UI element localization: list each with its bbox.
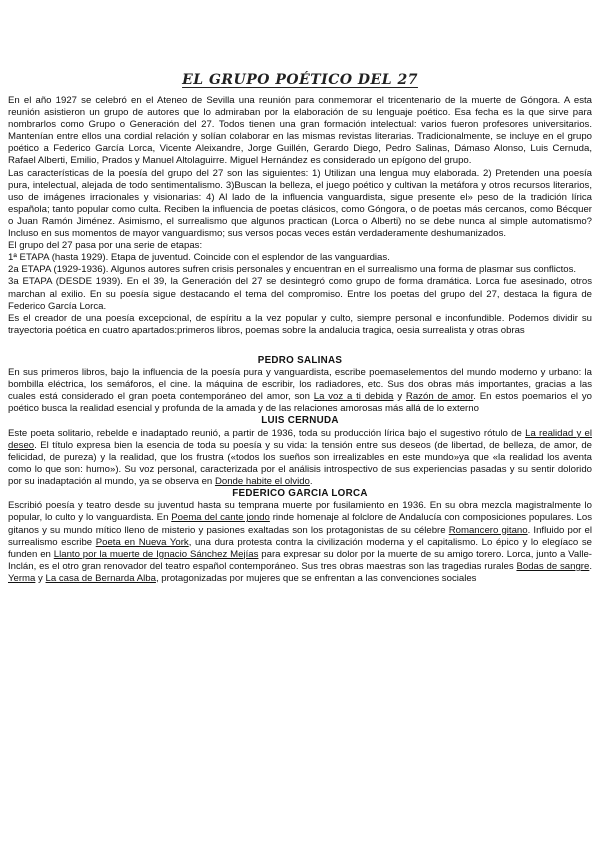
work-title: Llanto por la muerte de Ignacio Sánchez Mejías	[53, 548, 259, 560]
stage-1: 1ª ETAPA (hasta 1929). Etapa de juventud. Coincide con el esplendor de las vanguardias.	[8, 252, 390, 264]
page-title: EL GRUPO POÉTICO DEL 27	[182, 72, 418, 88]
lorca-heading: FEDERICO GARCIA LORCA	[232, 488, 368, 500]
stage-2: 2a ETAPA (1929-1936). Algunos autores sufren crisis personales y encuentran en el surrealismo una forma de plasmar sus conflictos.	[8, 264, 577, 276]
work-title: La casa de Bernarda Alba	[45, 572, 156, 584]
cernuda-paragraph: Este poeta solitario, rebelde e inadaptado reunió, a partir de 1936, toda su producción lírica bajo el sugestivo rótulo de La realidad y el deseo. El título expresa bien la esencia de toda su poesía y su vida: la tensión entre sus deseos (de libertad, de belleza, de amor, de felicidad, de pureza) y la realidad, que los frustra («todos los sueños son irrealizables en este mundo»ya que «la realidad los aventa como lo que son: humo»). Su voz personal, caracterizada por el análisis introspectivo de sus experiencias pasadas y su sentir dolorido por su inadaptación al mundo, ya se observa en Donde habite el olvido.	[8, 427, 592, 488]
work-title: Donde habite el olvido	[214, 476, 310, 488]
stage-3: 3a ETAPA (DESDE 1939). En el 39, la Generación del 27 se desintegró como grupo de forma dramática. Lorca fue asesinado, otros marchan al exilio. En su poesía sigue destacando el tema del compromiso. Entre los poetas del grupo del 27, destaca la figura de Federico García Lorca.	[8, 276, 592, 312]
work-title: Poema del cante jondo	[171, 512, 270, 524]
work-title: Romancero gitano	[448, 524, 528, 536]
work-title: La realidad y el deseo	[8, 427, 592, 451]
stages-intro: El grupo del 27 pasa por una serie de etapas:	[8, 240, 203, 252]
work-title: Razón de amor	[405, 391, 474, 403]
work-title: Bodas de sangre	[516, 560, 590, 572]
salinas-heading: PEDRO SALINAS	[257, 354, 343, 366]
salinas-paragraph: En sus primeros libros, bajo la influencia de la poesía pura y vanguardista, escribe poemaselementos del mundo moderno y urbano: la bombilla eléctrica, los semáforos, el cine. la máquina de escribir, los radiadores, etc. Sus dos obras más importantes, gracias a las cuales está considerado el gran poeta contemporáneo del amor, son La voz a ti debida y Razón de amor. En estos poemarios el yo poético busca la realidad esencial y profunda de la amada y de las relaciones amorosas más allá de lo externo	[8, 367, 592, 415]
intro-paragraph-2: Las características de la poesía del grupo del 27 son las siguientes: 1) Utilizan una lengua muy elaborada. 2) Pretenden una poesía pura, intelectual, alejada de todo sentimentalismo. 3)Buscan la belleza, el juego poético y cultivan la metáfora y otros recursos literarios, uso de imágenes irracionales y visionarias: 4) Al lado de la influencia vanguardista, sigue presente el» peso de la tradición lírica española; tanto popular como culta. Reciben la influencia de poetas clásicos, como Góngora, o de poetas más cercanos, como Bécquer o Juan Ramón Jiménez. Asimismo, el surrealismo que algunos practican (Lorca o Alberti) no se debe nunca al simple automatismo? Incluso en sus momentos de mayor vanguardismo; sus versos pocas veces están verdaderamente deshumanizados.	[8, 167, 592, 240]
lorca-intro-paragraph: Es el creador de una poesía excepcional, de espíritu a la vez popular y culto, siempre personal e inconfundible. Podemos dividir su trayectoria poética en cuatro apartados:primeros libros, poemas sobre la andalucia tragica, oesia surrealista y otras obras	[8, 312, 592, 336]
lorca-paragraph: Escribió poesía y teatro desde su juventud hasta su temprana muerte por fusilamiento en 1936. En su obra mezcla magistralmente lo popular, lo culto y lo vanguardista. En Poema del cante jondo rinde homenaje al folclore de Andalucía con composiciones populares. Los gitanos y su mundo mítico lleno de misterio y pasiones exaltadas son los protagonistas de su célebre Romancero gitano. Influido por el surrealismo escribe Poeta en Nueva York, una dura protesta contra la civilización moderna y el capitalismo. Lo épico y lo elegíaco se funden en Llanto por la muerte de Ignacio Sánchez Mejías para expresar su dolor por la muerte de su amigo torero. Lorca, junto a Valle-Inclán, es el otro gran renovador del teatro español contemporáneo. Sus tres obras maestras son las tragedias rurales Bodas de sangre. Yerma y La casa de Bernarda Alba, protagonizadas por mujeres que se enfrentan a las convenciones sociales	[8, 500, 592, 584]
work-title: Yerma	[8, 572, 36, 584]
cernuda-heading: LUIS CERNUDA	[261, 415, 339, 427]
intro-paragraph-1: En el año 1927 se celebró en el Ateneo de Sevilla una reunión para conmemorar el tricentenario de la muerte de Góngora. A esta reunión asistieron un grupo de autores que lo admiraban por la elaboración de su lenguaje poético. Esa fecha es la que sirve para nombrarlos como Grupo o Generación del 27. Todos tienen una gran formación intelectual: varios fueron profesores universitarios. Mantenían entre ellos una cordial relación y solían colaborar en las mismas revistas literarias. Tradicionalmente, se incluye en el grupo poético a Federico García Lorca, Vicente Aleixandre, Jorge Guillén, Gerardo Diego, Pedro Salinas, Dámaso Alonso, Luis Cernuda, Rafael Alberti, Emilio, Prados y Manuel Altolaguirre. Miguel Hernández es considerado un epígono del grupo.	[8, 95, 592, 167]
work-title: Poeta en Nueva York	[95, 536, 189, 548]
work-title: La voz a ti debida	[313, 391, 394, 403]
